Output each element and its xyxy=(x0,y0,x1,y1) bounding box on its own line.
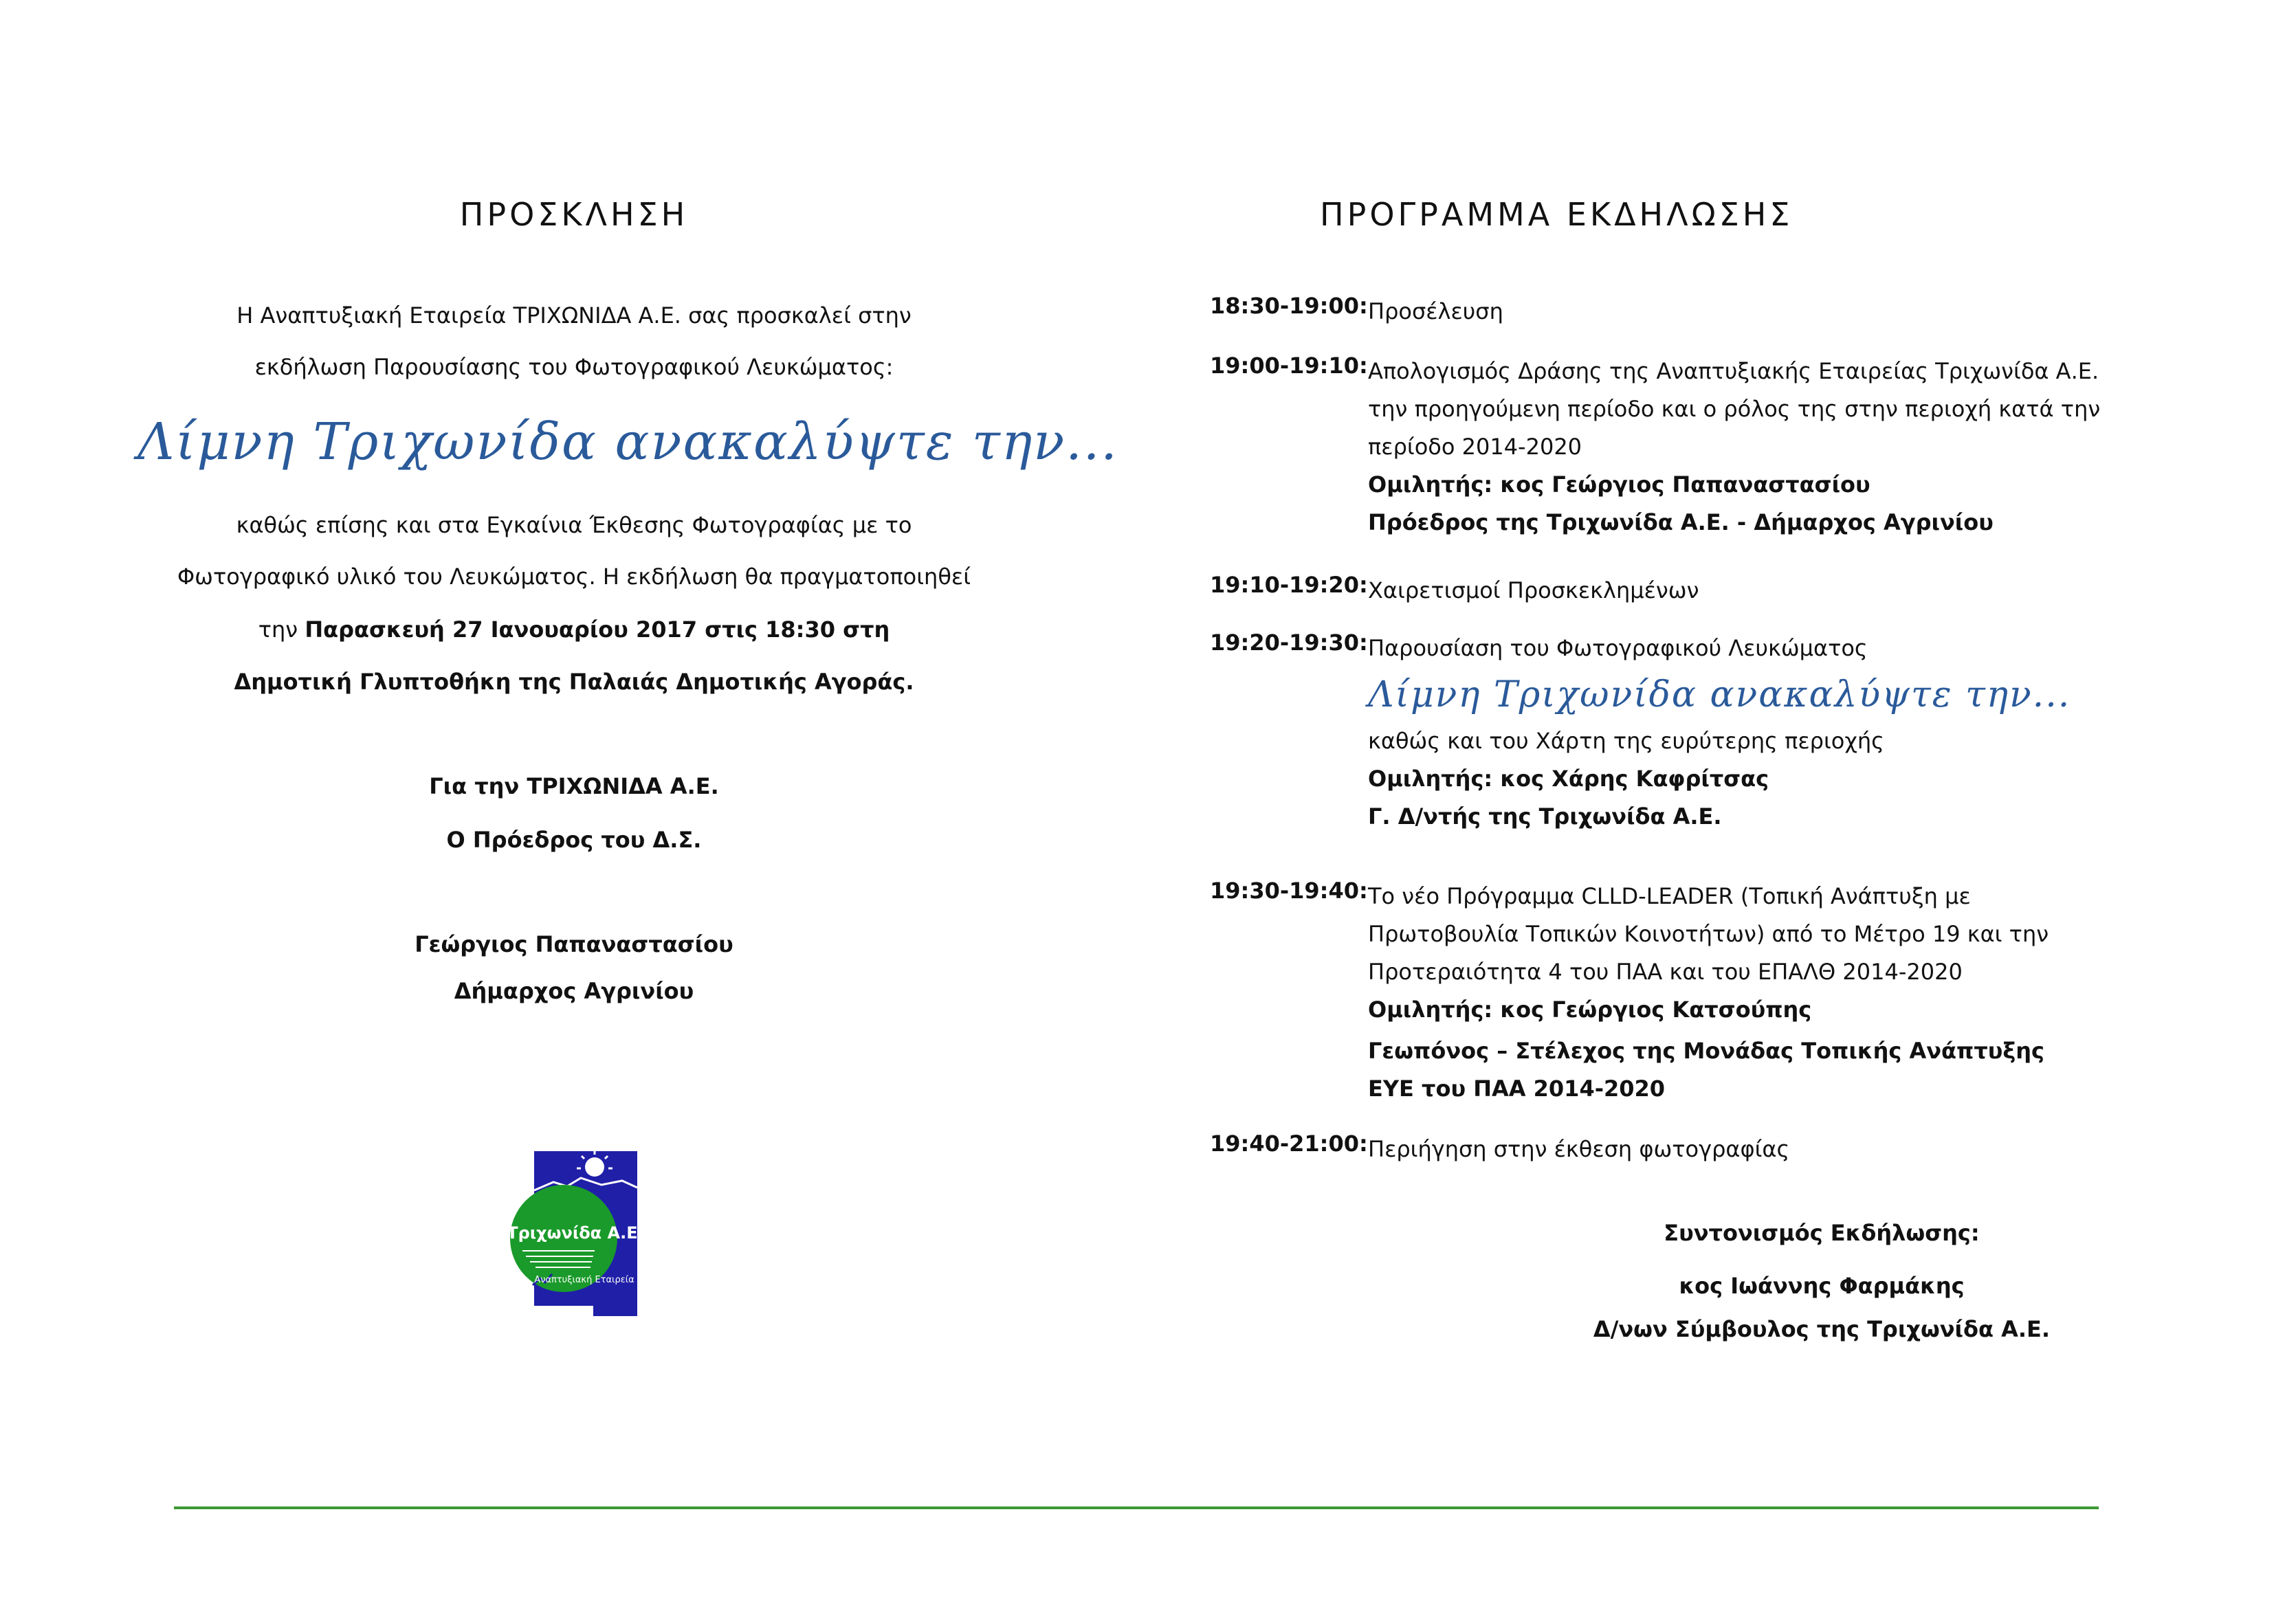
program-item-text: Περιήγηση στην έκθεση φωτογραφίας xyxy=(1368,1136,1790,1162)
invitation-text-line-4: Φωτογραφικό υλικό του Λευκώματος. Η εκδήλωση θα πραγματοποιηθεί xyxy=(177,564,971,590)
program-item-time: 19:40-21:00: xyxy=(1210,1131,1368,1157)
trichonida-logo xyxy=(492,1141,656,1320)
program-item-text: Παρουσίαση του Φωτογραφικού Λευκώματος xyxy=(1368,635,1868,661)
program-item-speaker: Ομιλητής: κος Χάρης Καφρίτσας xyxy=(1368,766,1769,792)
coordination-name: κος Ιωάννης Φαρμάκης xyxy=(1679,1273,1965,1299)
logo-name: Τριχωνίδα Α.Ε. xyxy=(507,1223,644,1243)
footer-divider xyxy=(174,1506,2099,1509)
program-item-text: Πρωτοβουλία Τοπικών Κοινοτήτων) από το Μέτρο 19 και την xyxy=(1368,921,2049,947)
album-title: Λίμνη Τριχωνίδα ανακαλύψτε την... xyxy=(137,412,1118,471)
signer-title: Δήμαρχος Αγρινίου xyxy=(454,978,694,1004)
signoff-role: Ο Πρόεδρος του Δ.Σ. xyxy=(446,827,702,853)
program-item-time: 19:20-19:30: xyxy=(1210,630,1368,656)
invitation-text-line-2: εκδήλωση Παρουσίασης του Φωτογραφικού Λευκώματος: xyxy=(254,354,894,380)
invitation-text-line-3: καθώς επίσης και στα Εγκαίνια Έκθεσης Φωτογραφίας με το xyxy=(236,512,912,538)
program-item-text: Το νέο Πρόγραμμα CLLD-LEADER (Τοπική Ανάπτυξη με xyxy=(1368,883,1971,909)
program-item-speaker-role: Γεωπόνος – Στέλεχος της Μονάδας Τοπικής Ανάπτυξης xyxy=(1368,1038,2044,1064)
event-venue: Δημοτική Γλυπτοθήκη της Παλαιάς Δημοτικής Αγοράς. xyxy=(234,669,914,695)
program-item-text: περίοδο 2014-2020 xyxy=(1368,434,1582,460)
coordination-label: Συντονισμός Εκδήλωσης: xyxy=(1664,1220,1980,1246)
invitation-title: ΠΡΟΣΚΛΗΣΗ xyxy=(459,196,689,233)
event-date-line xyxy=(137,616,1011,643)
logo-subtitle: Αναπτυξιακή Εταιρεία xyxy=(534,1275,634,1285)
program-item-text: Απολογισμός Δράσης της Αναπτυξιακής Εταιρείας Τριχωνίδα Α.Ε. xyxy=(1368,358,2099,384)
program-item-time: 19:10-19:20: xyxy=(1210,572,1368,598)
program-item-text: Χαιρετισμοί Προσκεκλημένων xyxy=(1368,577,1699,603)
invitation-text-line-1: Η Αναπτυξιακή Εταιρεία ΤΡΙΧΩΝΙΔΑ Α.Ε. σας προσκαλεί στην xyxy=(236,302,912,329)
coordination-role: Δ/νων Σύμβουλος της Τριχωνίδα Α.Ε. xyxy=(1593,1316,2051,1342)
program-item-text: Προτεραιότητα 4 του ΠΑΑ και του ΕΠΑΛΘ 2014-2020 xyxy=(1368,959,1963,985)
program-item-text: την προηγούμενη περίοδο και ο ρόλος της στην περιοχή κατά την xyxy=(1368,396,2101,422)
program-item-speaker-role: Πρόεδρος της Τριχωνίδα Α.Ε. - Δήμαρχος Αγρινίου xyxy=(1368,509,1994,535)
program-item-time: 19:30-19:40: xyxy=(1210,878,1368,904)
program-album-title: Λίμνη Τριχωνίδα ανακαλύψτε την... xyxy=(1368,674,2071,715)
program-item-speaker: Ομιλητής: κος Γεώργιος Παπαναστασίου xyxy=(1368,471,1870,498)
signer-name: Γεώργιος Παπαναστασίου xyxy=(415,931,733,957)
program-item-time: 19:00-19:10: xyxy=(1210,353,1368,379)
program-item-speaker-role: ΕΥΕ του ΠΑΑ 2014-2020 xyxy=(1368,1076,1666,1102)
program-item-text: καθώς και του Χάρτη της ευρύτερης περιοχής xyxy=(1368,728,1884,754)
program-title: ΠΡΟΓΡΑΜΜΑ ΕΚΔΗΛΩΣΗΣ xyxy=(1320,196,1793,233)
event-date: Παρασκευή 27 Ιανουαρίου 2017 στις 18:30 στη xyxy=(305,616,890,643)
event-date-prefix: την xyxy=(258,616,305,643)
program-item-time: 18:30-19:00: xyxy=(1210,293,1368,319)
signoff-company: Για την ΤΡΙΧΩΝΙΔΑ Α.Ε. xyxy=(429,773,719,799)
program-item-text: Προσέλευση xyxy=(1368,298,1503,324)
program-item-speaker: Ομιλητής: κος Γεώργιος Κατσούπης xyxy=(1368,997,1812,1023)
program-item-speaker-role: Γ. Δ/ντής της Τριχωνίδα Α.Ε. xyxy=(1368,803,1722,830)
